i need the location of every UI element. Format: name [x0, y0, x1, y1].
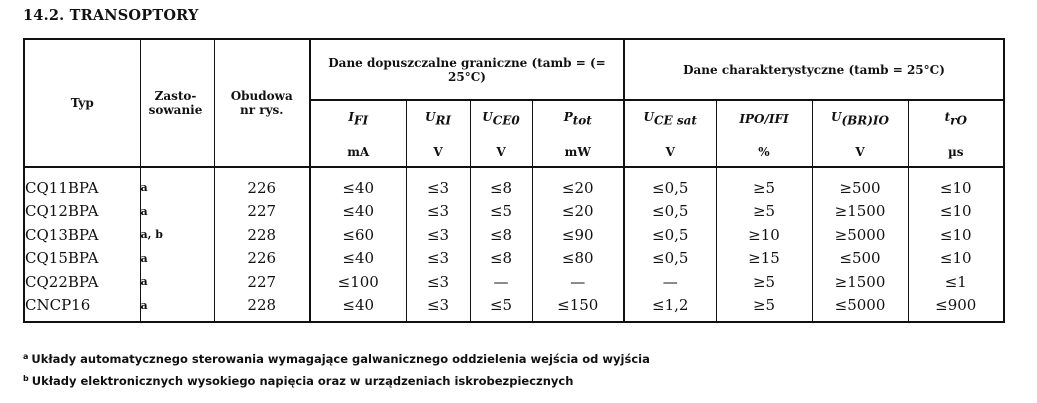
header-zastosowanie-text: Zasto-sowanie	[148, 89, 203, 117]
cell-value-5: ≥10	[716, 223, 812, 247]
header-symbol-text-6: U	[830, 110, 842, 125]
cell-value-2: ≤8	[470, 176, 532, 200]
cell-value-1: ≤3	[406, 200, 470, 224]
footnote-a-mark: a	[23, 352, 29, 361]
cell-typ: CQ12BPA	[25, 202, 99, 221]
cell-value-4: ≤0,5	[624, 200, 716, 224]
cell-value-4: ≤0,5	[624, 176, 716, 200]
cell-value-4: ≤1,2	[624, 294, 716, 318]
footnote-b	[23, 369, 650, 391]
cell-value-3: ≤150	[532, 294, 624, 318]
header-symbol-text-7: t	[944, 110, 951, 125]
header-symbol-sub-1: RI	[435, 113, 452, 128]
cell-value-2: ≤8	[470, 223, 532, 247]
cell-zastosowanie: a	[140, 200, 214, 224]
cell-value-3: ≤80	[532, 247, 624, 271]
cell-value-5: ≥5	[716, 294, 812, 318]
cell-zastosowanie: a	[140, 294, 214, 318]
header-symbol-text-5: IPO/IFI	[739, 112, 789, 126]
cell-zastosowanie: a	[140, 270, 214, 294]
cell-value-5: ≥5	[716, 200, 812, 224]
header-symbol-1	[406, 100, 470, 137]
cell-value-1: ≤3	[406, 294, 470, 318]
header-group-limits: Dane dopuszczalne graniczne (tamb = (= 25°C)	[310, 39, 624, 100]
cell-value-0: ≤40	[310, 247, 406, 271]
cell-obudowa: 228	[214, 294, 310, 318]
transoptor-table	[23, 38, 1005, 323]
cell-typ: CQ15BPA	[25, 249, 99, 268]
footnote-a-text: Układy automatycznego sterowania wymagające galwanicznego oddzielenia wejścia od wyjścia	[31, 352, 650, 366]
cell-typ: CQ13BPA	[25, 225, 99, 244]
cell-value-2: ≤5	[470, 200, 532, 224]
header-typ: Typ	[24, 39, 140, 167]
cell-value-6: ≥1500	[812, 270, 908, 294]
cell-zastosowanie: a	[140, 176, 214, 200]
header-symbol-sub-6: (BR)IO	[841, 113, 889, 128]
cell-value-6: ≥1500	[812, 200, 908, 224]
cell-value-4: —	[624, 270, 716, 294]
header-zastosowanie	[140, 39, 214, 167]
cell-value-6: ≥500	[812, 176, 908, 200]
header-unit-6: V	[812, 137, 908, 167]
header-symbol-5	[716, 100, 812, 137]
cell-value-1: ≤3	[406, 247, 470, 271]
table-row	[24, 223, 1004, 247]
header-symbol-text-1: U	[424, 110, 436, 125]
header-unit-0: mA	[310, 137, 406, 167]
cell-obudowa: 226	[214, 176, 310, 200]
header-symbol-sub-7: rO	[950, 113, 967, 128]
cell-value-1: ≤3	[406, 223, 470, 247]
section-title: 14.2. TRANSOPTORY	[23, 7, 199, 24]
cell-value-1: ≤3	[406, 176, 470, 200]
header-obudowa: Obudowa nr rys.	[214, 39, 310, 167]
footnotes	[23, 347, 650, 391]
cell-value-7: ≤10	[908, 200, 1004, 224]
cell-obudowa: 227	[214, 270, 310, 294]
header-unit-3: mW	[532, 137, 624, 167]
cell-value-3: ≤20	[532, 200, 624, 224]
table-row	[24, 294, 1004, 318]
cell-value-4: ≤0,5	[624, 247, 716, 271]
cell-value-6: ≤500	[812, 247, 908, 271]
cell-typ: CQ11BPA	[25, 178, 99, 197]
cell-value-0: ≤40	[310, 176, 406, 200]
header-unit-5: %	[716, 137, 812, 167]
header-unit-1: V	[406, 137, 470, 167]
cell-value-3: —	[532, 270, 624, 294]
cell-value-7: ≤10	[908, 223, 1004, 247]
header-symbol-3	[532, 100, 624, 137]
header-group-characteristics: Dane charakterystyczne (tamb = 25°C)	[624, 39, 1004, 100]
header-symbol-sub-3: tot	[572, 113, 592, 128]
header-symbol-4	[624, 100, 716, 137]
header-unit-2: V	[470, 137, 532, 167]
cell-value-0: ≤100	[310, 270, 406, 294]
cell-value-6: ≥5000	[812, 223, 908, 247]
table-row	[24, 200, 1004, 224]
cell-value-0: ≤40	[310, 200, 406, 224]
footnote-a	[23, 347, 650, 369]
cell-value-1: ≤3	[406, 270, 470, 294]
header-symbol-sub-0: FI	[353, 113, 369, 128]
header-symbol-text-2: U	[482, 110, 493, 125]
header-unit-4: V	[624, 137, 716, 167]
cell-value-7: ≤10	[908, 247, 1004, 271]
header-symbol-0	[310, 100, 406, 137]
cell-value-3: ≤90	[532, 223, 624, 247]
footnote-b-mark: b	[23, 374, 29, 383]
cell-zastosowanie: a	[140, 247, 214, 271]
cell-value-4: ≤0,5	[624, 223, 716, 247]
cell-value-7: ≤10	[908, 176, 1004, 200]
table-row	[24, 270, 1004, 294]
cell-value-6: ≤5000	[812, 294, 908, 318]
cell-value-5: ≥15	[716, 247, 812, 271]
footnote-b-text: Układy elektronicznych wysokiego napięcia oraz w urządzeniach iskrobezpiecznych	[31, 374, 574, 388]
header-symbol-6	[812, 100, 908, 137]
cell-typ: CQ22BPA	[25, 272, 99, 291]
cell-value-2: —	[470, 270, 532, 294]
header-symbol-text-4: U	[643, 110, 654, 125]
cell-obudowa: 228	[214, 223, 310, 247]
header-symbol-sub-2: CE0	[492, 113, 520, 128]
header-symbol-7	[908, 100, 1004, 137]
header-symbol-text-3: P	[563, 110, 573, 125]
cell-value-2: ≤8	[470, 247, 532, 271]
cell-value-7: ≤1	[908, 270, 1004, 294]
cell-zastosowanie: a, b	[140, 223, 214, 247]
cell-value-0: ≤40	[310, 294, 406, 318]
table-row	[24, 247, 1004, 271]
header-symbol-sub-4: CE sat	[654, 113, 697, 128]
cell-value-0: ≤60	[310, 223, 406, 247]
table-row	[24, 176, 1004, 200]
cell-value-2: ≤5	[470, 294, 532, 318]
cell-value-3: ≤20	[532, 176, 624, 200]
header-symbol-text-0: I	[348, 110, 354, 125]
cell-value-7: ≤900	[908, 294, 1004, 318]
cell-typ: CNCP16	[25, 296, 91, 315]
cell-obudowa: 227	[214, 200, 310, 224]
cell-obudowa: 226	[214, 247, 310, 271]
cell-value-5: ≥5	[716, 270, 812, 294]
cell-value-5: ≥5	[716, 176, 812, 200]
header-unit-7: µs	[908, 137, 1004, 167]
header-symbol-2	[470, 100, 532, 137]
